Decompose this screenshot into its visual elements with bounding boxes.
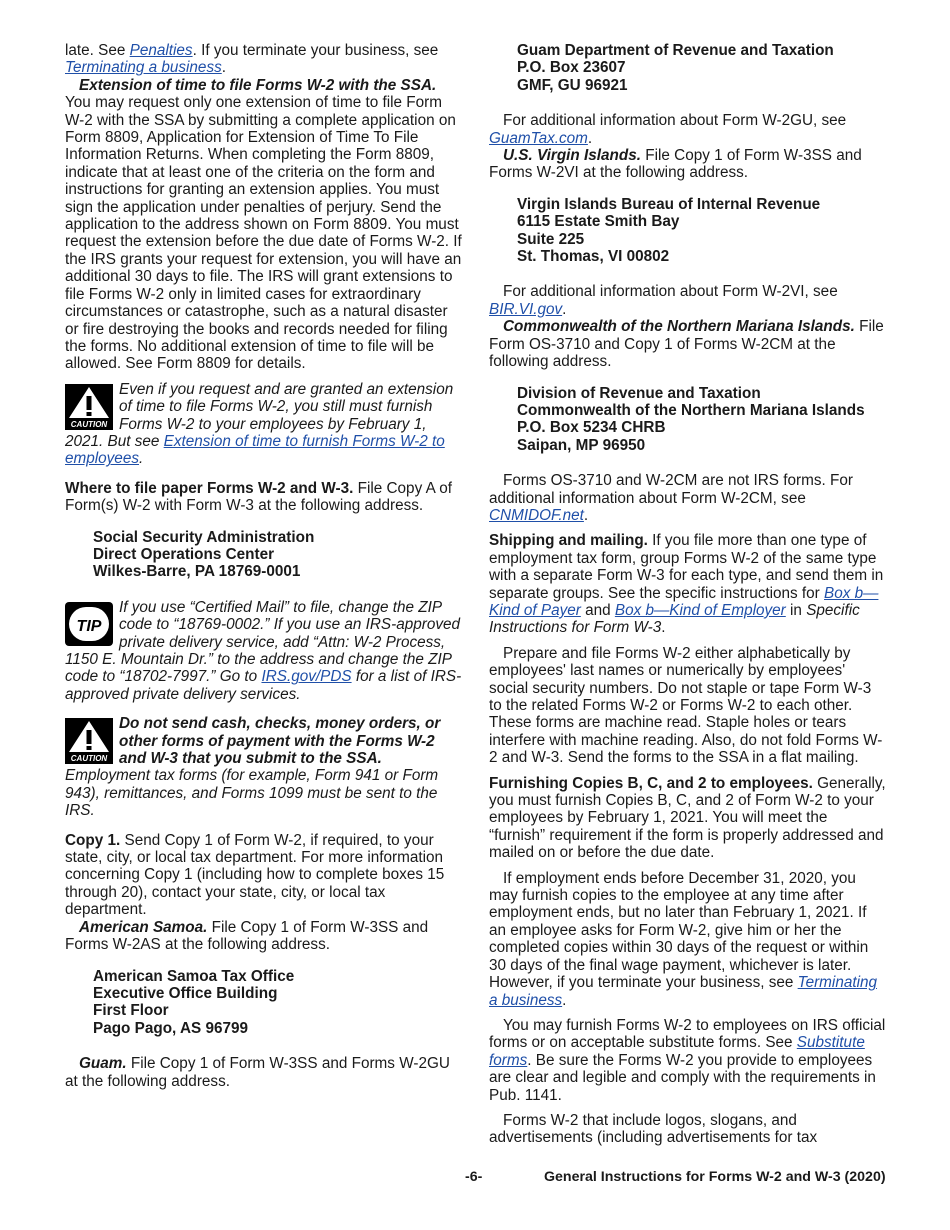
extension-furnish-link[interactable]: Extension of time to furnish Forms W-2 to employees	[65, 432, 445, 468]
tip-note: TIP If you use “Certified Mail” to file, change the ZIP code to “18769-0002.” If you use an IRS-approved private delivery service, add “Attn: W-2 Process, 1150 E. Mountain Dr.” to the address and change the ZIP code to “18702-7997.” Go to IRS.gov/PDS for a list of IRS-approved private delivery services.	[65, 598, 462, 703]
logos-paragraph: Forms W-2 that include logos, slogans, and advertisements (including advertisements for tax	[489, 1111, 818, 1147]
american-samoa-heading: American Samoa.	[79, 918, 208, 936]
cnmidof-link[interactable]: CNMIDOF.net	[489, 506, 584, 524]
guamtax-link[interactable]: GuamTax.com	[489, 129, 588, 147]
guam-paragraph: Guam. File Copy 1 of Form W-3SS and Forms W-2GU at the following address.	[65, 1055, 450, 1090]
svg-text:CAUTION: CAUTION	[70, 754, 108, 764]
terminating-business-link[interactable]: Terminating a business	[65, 59, 222, 77]
caution-note-extension: CAUTION Even if you request and are granted an extension of time to file Forms W-2, you still must furnish Forms W-2 to your employees by February 1, 2021. But see Extension of time to furnish Forms W-2 to employees.	[65, 380, 454, 468]
american-samoa-address: American Samoa Tax Office Executive Office Building First Floor Pago Pago, AS 96799	[93, 967, 295, 1037]
footer-title: General Instructions for Forms W-2 and W-3 (2020)	[544, 1169, 886, 1185]
extension-paragraph: Extension of time to file Forms W-2 with the SSA. You may request only one extension of time to file Form W-2 with the SSA by submitting a complete application on Form 8809, Application for Extension of Time To File Information Returns. When completing the Form 8809, indicate that at least one of the criteria on the form and instructions for granting an extension applies. You must sign the application under penalties of perjury. Send the application to the address shown on Form 8809. You must request the extension before the due date of Forms W-2. If the IRS grants your request for extension, you will have an additional 30 days to file. The IRS will grant extensions to file Forms W-2 only in limited cases for extraordinary circumstances or catastrophe, such as a natural disaster or fire destroying the books and records needed for filing the forms. No additional extension of time to file will be allowed. See Form 8809 for details.	[65, 76, 462, 373]
right-column	[489, 42, 887, 1147]
where-to-file-paragraph: Where to file paper Forms W-2 and W-3. File Copy A of Form(s) W-2 with Form W-3 at the following address.	[65, 479, 452, 515]
guam-info-paragraph: For additional information about Form W-2GU, see GuamTax.com.	[489, 112, 847, 147]
cnmi-paragraph: Commonwealth of the Northern Mariana Islands. File Form OS-3710 and Copy 1 of Forms W-2CM at the following address.	[489, 318, 884, 371]
usvi-heading: U.S. Virgin Islands.	[503, 147, 641, 165]
intro-paragraph: late. See Penalties. If you terminate your business, see Terminating a business.	[65, 42, 439, 77]
cnmi-info-paragraph: Forms OS-3710 and W-2CM are not IRS forms. For additional information about Form W-2CM, see CNMIDOF.net.	[489, 472, 853, 524]
usvi-address: Virgin Islands Bureau of Internal Revenue 6115 Estate Smith Bay Suite 225 St. Thomas, VI 00802	[517, 195, 821, 266]
kind-of-employer-link[interactable]: Box b—Kind of Employer	[614, 601, 786, 619]
shipping-paragraph: Shipping and mailing. If you file more than one type of employment tax form, group Forms W-2 of the same type with a separate Form W-3 for each type, and send them in separate groups. See the specific instructions for Box b—Kind of Payer and Box b—Kind of Employer in Specific Instructions for Form W-3.	[489, 532, 884, 637]
copy1-heading: Copy 1.	[65, 831, 121, 849]
cnmi-heading: Commonwealth of the Northern Mariana Islands.	[503, 318, 855, 336]
usvi-info-paragraph: For additional information about Form W-2VI, see BIR.VI.gov.	[489, 283, 838, 318]
extension-heading: Extension of time to file Forms W-2 with the SSA.	[79, 76, 437, 94]
ssa-address: Social Security Administration Direct Operations Center Wilkes-Barre, PA 18769-0001	[93, 528, 315, 581]
svg-text:TIP: TIP	[76, 617, 102, 635]
substitute-paragraph: You may furnish Forms W-2 to employees on IRS official forms or on acceptable substitute forms. See Substitute forms. Be sure the Forms W-2 you provide to employees are clear and legible and comply with the requirements in Pub. 1141.	[489, 1016, 886, 1104]
prepare-paragraph: Prepare and file Forms W-2 either alphabetically by employees' last names or numerically by employees' social security numbers. Do not staple or tape Form W-3 to the related Forms W-2 or Forms W-2 to each other. These forms are machine read. Staple holes or tears interfere with machine reading. Also, do not fold Forms W-2 and W-3. Send the forms to the SSA in a flat mailing.	[489, 644, 883, 767]
substitute-forms-link[interactable]: Substitute forms	[489, 1034, 865, 1069]
svg-text:CAUTION: CAUTION	[70, 419, 108, 429]
bir-vi-link[interactable]: BIR.VI.gov	[489, 300, 563, 318]
tip-icon	[65, 602, 113, 646]
copy1-paragraph: Copy 1. Send Copy 1 of Form W-2, if required, to your state, city, or local tax department. For more information concerning Copy 1 (including how to complete boxes 15 through 20), contact your state, city, or local tax department.	[65, 831, 445, 919]
where-to-file-heading: Where to file paper Forms W-2 and W-3.	[65, 479, 354, 497]
cnmi-address: Division of Revenue and Taxation Commonwealth of the Northern Mariana Islands P.O. Box 5234 CHRB Saipan, MP 96950	[517, 384, 865, 454]
guam-address: Guam Department of Revenue and Taxation P.O. Box 23607 GMF, GU 96921	[517, 42, 834, 94]
furnishing-heading: Furnishing Copies B, C, and 2 to employees.	[489, 774, 813, 792]
page-number: -6-	[465, 1169, 483, 1185]
furnishing-paragraph: Furnishing Copies B, C, and 2 to employees. Generally, you must furnish Copies B, C, and 2 of Form W-2 to your employees by February 1, 2021. You will meet the “furnish” requirement if the form is properly addressed and mailed on or before the due date.	[489, 774, 886, 862]
caution-note-payment: CAUTION Do not send cash, checks, money orders, or other forms of payment with the Forms W-2 and W-3 that you submit to the SSA. Employment tax forms (for example, Form 941 or Form 943), remittances, and Forms 1099 must be sent to the IRS.	[65, 715, 441, 820]
usvi-paragraph: U.S. Virgin Islands. File Copy 1 of Form W-3SS and Forms W-2VI at the following address.	[489, 147, 862, 182]
caution-icon	[65, 384, 113, 430]
terminating-business-link-2[interactable]: Terminating a business	[489, 974, 878, 1009]
irs-pds-link[interactable]: IRS.gov/PDS	[261, 668, 352, 686]
caution-icon	[65, 718, 113, 764]
american-samoa-paragraph: American Samoa. File Copy 1 of Form W-3SS and Forms W-2AS at the following address.	[65, 918, 429, 954]
penalties-link[interactable]: Penalties	[129, 42, 193, 59]
guam-heading: Guam.	[79, 1055, 127, 1073]
kind-of-payer-link[interactable]: Box b—Kind of Payer	[489, 584, 879, 619]
employment-ends-paragraph: If employment ends before December 31, 2020, you may furnish copies to the employee at any time after employment ends, but no later than February 1, 2021. If an employee asks for Form W-2, give him or her the completed copies within 30 days of the request or within 30 days of the final wage payment, whichever is later. However, if you terminate your business, see Terminating a business.	[489, 869, 878, 1009]
shipping-heading: Shipping and mailing.	[489, 532, 648, 550]
left-column	[65, 42, 465, 1090]
